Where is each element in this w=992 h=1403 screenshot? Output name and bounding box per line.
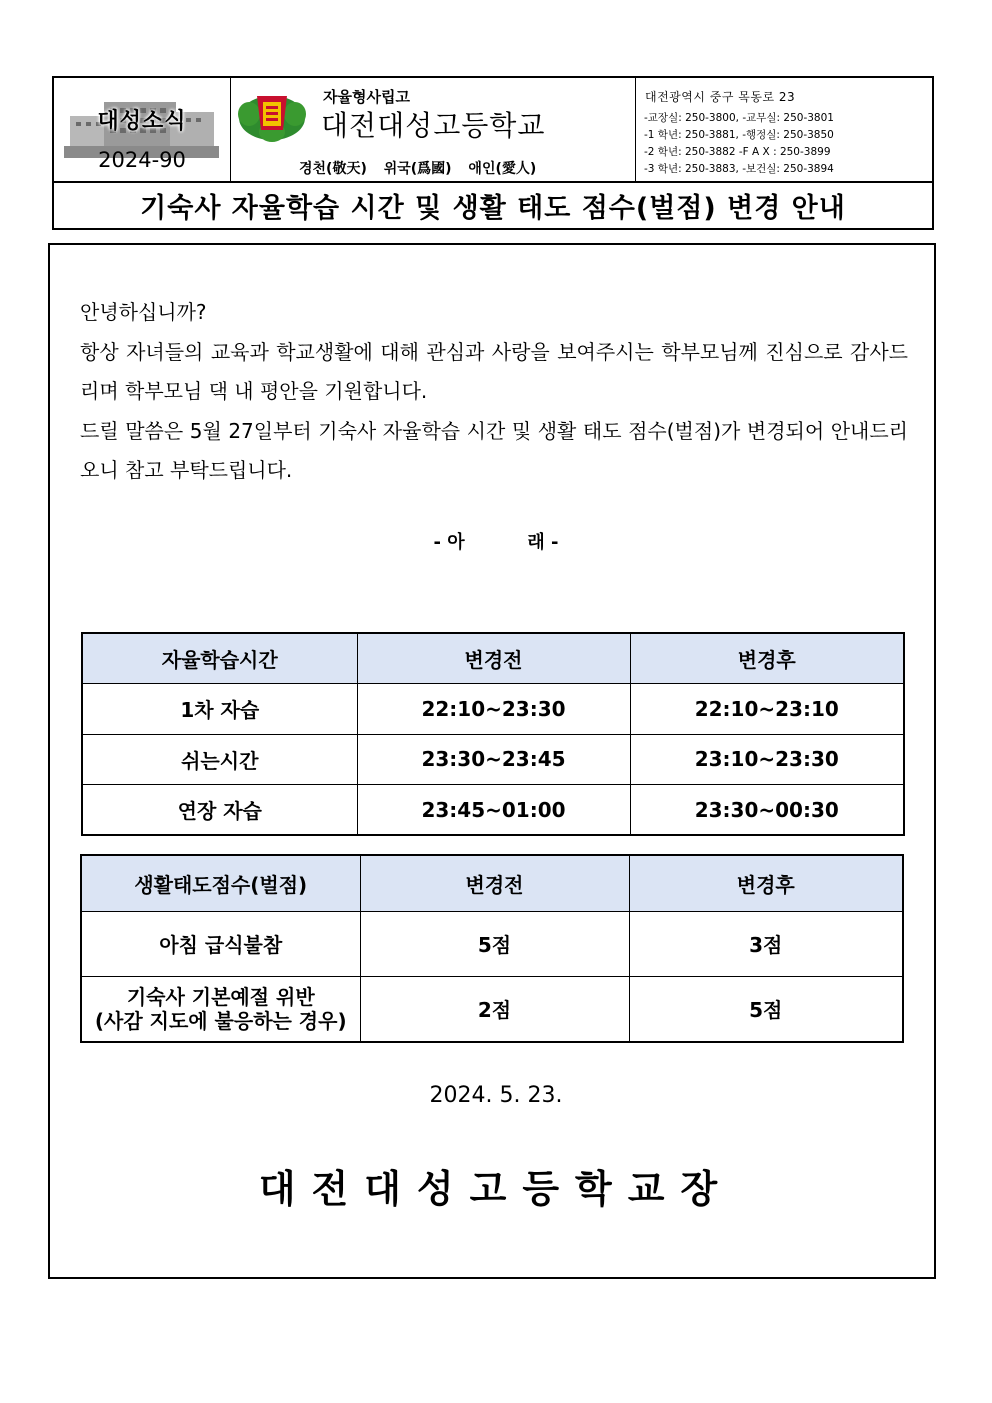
table-cell: 5점 [360,911,629,976]
penalty-item-note: (사감 지도에 불응하는 경우) [94,1008,347,1033]
table-header: 변경전 [360,855,629,911]
paragraph: 드릴 말씀은 5월 27일부터 기숙사 자율학습 시간 및 생활 태도 점수(벌점)가 변경되어 안내드리오니 참고 부탁드립니다. [80,418,908,482]
penalty-score-table [80,854,904,1043]
issue-number: 2024-90 [98,148,186,172]
table-header: 생활태도점수(벌점) [81,855,360,911]
table-row [82,734,904,785]
table-cell: 22:10~23:10 [630,684,904,735]
table-header: 변경후 [630,633,904,684]
table-row [82,684,904,735]
table-cell: 22:10~23:30 [357,684,630,735]
study-time-table [81,632,905,836]
table-cell: 1차 자습 [82,684,357,735]
greeting: 안녕하십니까? [80,300,207,324]
newsletter-badge [54,78,231,181]
table-header: 변경전 [357,633,630,684]
table-cell: 23:30~23:45 [357,734,630,785]
table-row [81,976,903,1042]
contact-line: -교장실: 250-3800, -교무실: 250-3801 [644,112,834,124]
table-cell [81,976,360,1042]
letterhead [52,76,934,183]
school-address: 대전광역시 중구 목동로 23 [645,90,796,104]
newsletter-title: 대성소식 [97,109,187,134]
table-cell: 23:30~00:30 [630,785,904,836]
table-cell: 3점 [629,911,903,976]
table-cell: 아침 급식불참 [81,911,360,976]
document-date: 2024. 5. 23. [429,1083,563,1108]
paragraph: 항상 자녀들의 교육과 학교생활에 대해 관심과 사랑을 보여주시는 학부모님께 진심으로 감사드리며 학부모님 댁 내 평안을 기원합니다. [80,339,908,403]
table-cell: 2점 [360,976,629,1042]
table-header: 변경후 [629,855,903,911]
table-row [81,911,903,976]
notice-heading: - 아 래 - [433,532,559,553]
school-type: 자율형사립고 [323,88,410,106]
phone-list [644,110,834,178]
contact-info [636,78,932,181]
principal-signature: 대전대성고등학교장 [258,1167,734,1211]
document-title: 기숙사 자율학습 시간 및 생활 태도 점수(벌점) 변경 안내 [52,183,934,230]
table-cell: 연장 자습 [82,785,357,836]
table-cell: 23:45~01:00 [357,785,630,836]
contact-line: -1 학년: 250-3881, -행정실: 250-3850 [644,129,834,141]
school-name: 대전대성고등학교 [321,109,546,142]
penalty-item: 기숙사 기본예절 위반 [126,984,315,1009]
letter-body [80,293,908,491]
contact-line: -2 학년: 250-3882 -F A X : 250-3899 [644,146,831,158]
table-cell: 23:10~23:30 [630,734,904,785]
table-header: 자율학습시간 [82,633,357,684]
school-emblem-logo [237,88,307,144]
school-motto: 경천(敬天) 위국(爲國) 애인(愛人) [299,161,537,177]
table-cell: 쉬는시간 [82,734,357,785]
table-row [82,785,904,836]
table-cell: 5점 [629,976,903,1042]
contact-line: -3 학년: 250-3883, -보건실: 250-3894 [644,163,834,175]
school-identity [231,78,636,181]
